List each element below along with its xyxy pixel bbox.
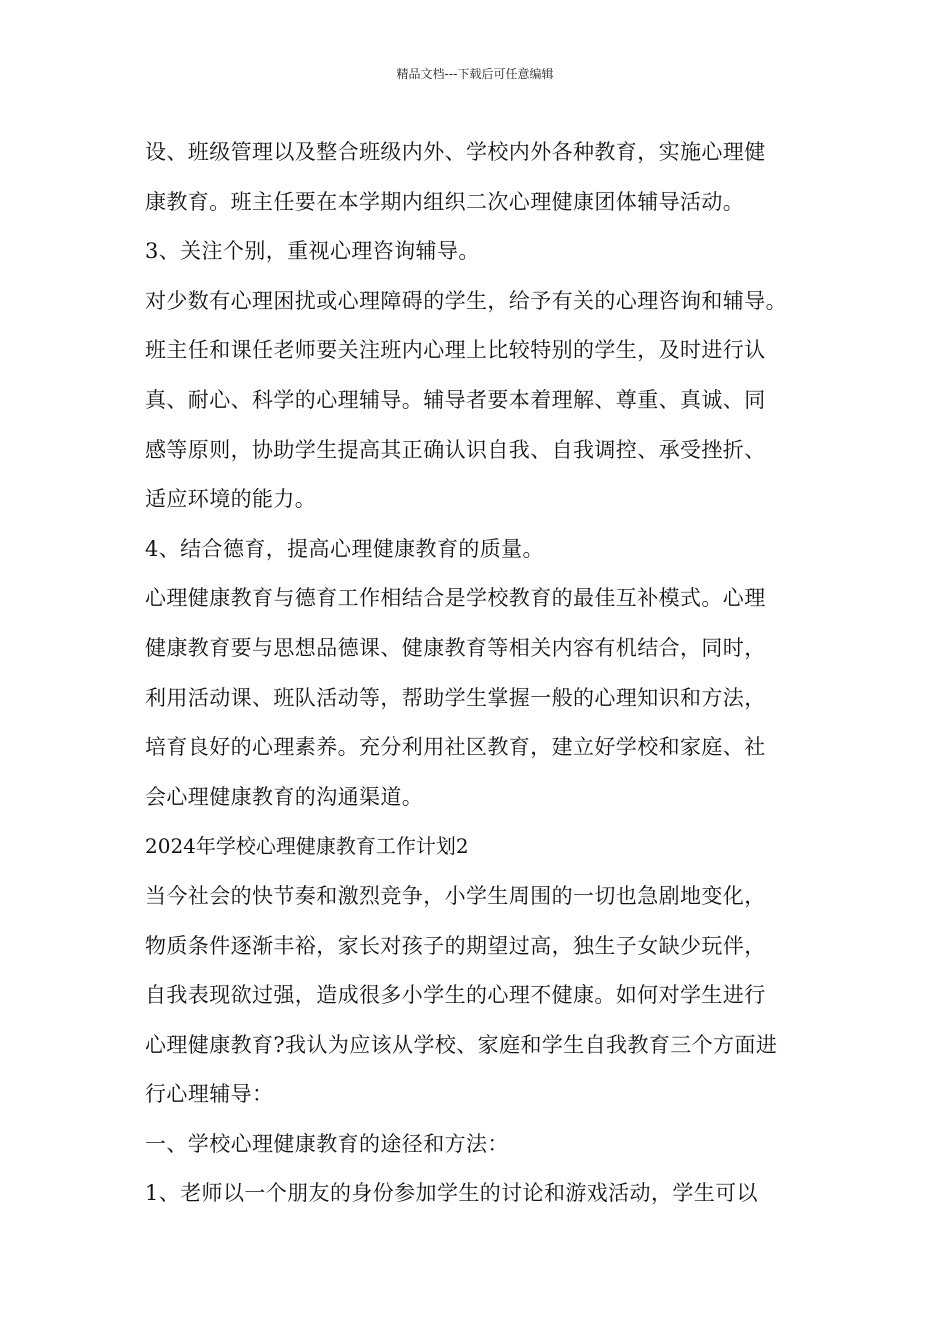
text-line: 健康教育要与思想品德课、健康教育等相关内容有机结合，同时， [145,635,766,660]
text-line: 培育良好的心理素养。充分利用社区教育，建立好学校和家庭、社 [145,735,766,760]
text-line: 利用活动课、班队活动等，帮助学生掌握一般的心理知识和方法， [145,685,766,710]
text-line: 自我表现欲过强，造成很多小学生的心理不健康。如何对学生进行 [145,983,766,1008]
text-line: 行心理辅导： [145,1082,274,1107]
text-line: 心理健康教育?我认为应该从学校、家庭和学生自我教育三个方面进 [145,1032,778,1057]
text-line: 物质条件逐渐丰裕，家长对孩子的期望过高，独生子女缺少玩伴， [145,933,766,958]
text-line: 3、关注个别，重视心理咨询辅导。 [145,239,480,264]
text-line: 真、耐心、科学的心理辅导。辅导者要本着理解、尊重、真诚、同 [145,387,766,412]
text-line: 当今社会的快节奏和激烈竞争，小学生周围的一切也急剧地变化， [145,883,766,908]
text-line: 一、学校心理健康教育的途径和方法： [145,1131,509,1156]
text-line: 1、老师以一个朋友的身份参加学生的讨论和游戏活动，学生可以 [145,1181,758,1206]
text-line: 适应环境的能力。 [145,487,317,512]
text-line: 感等原则，协助学生提高其正确认识自我、自我调控、承受挫折、 [145,437,766,462]
text-line: 设、班级管理以及整合班级内外、学校内外各种教育，实施心理健 [145,140,766,164]
page-header: 精品文档---下载后可任意编辑 [396,67,554,81]
text-line: 4、结合德育，提高心理健康教育的质量。 [145,536,544,561]
text-line: 会心理健康教育的沟通渠道。 [145,784,424,809]
document-body [145,128,825,1219]
text-line: 心理健康教育与德育工作相结合是学校教育的最佳互补模式。心理 [145,586,766,611]
section-heading: 2024年学校心理健康教育工作计划2 [145,834,469,859]
text-line: 班主任和课任老师要关注班内心理上比较特别的学生，及时进行认 [145,338,766,363]
text-line: 对少数有心理困扰或心理障碍的学生，给予有关的心理咨询和辅导。 [145,288,787,313]
text-line: 康教育。班主任要在本学期内组织二次心理健康团体辅导活动。 [145,189,745,214]
